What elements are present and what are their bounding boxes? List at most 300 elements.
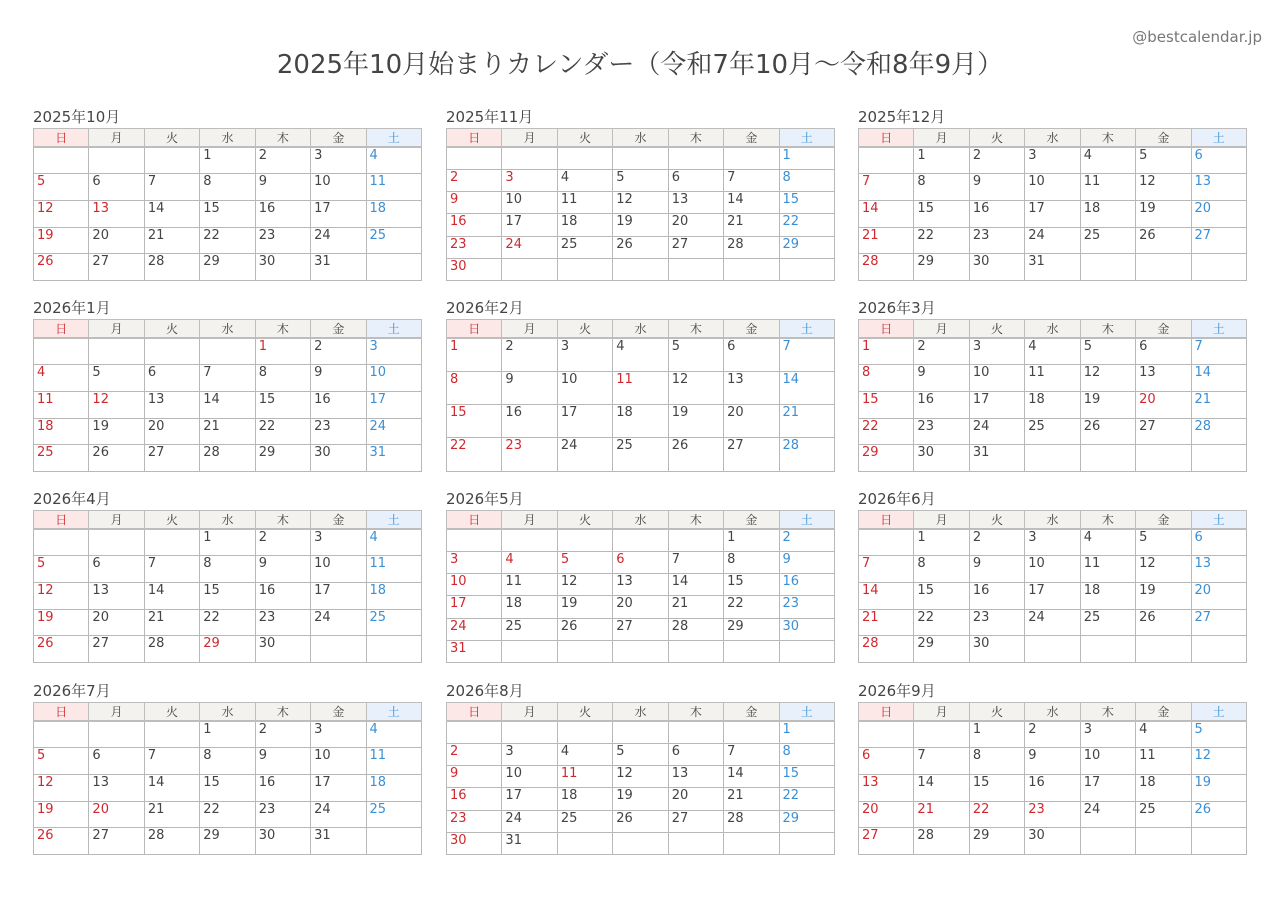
day-cell: 5 bbox=[557, 551, 612, 573]
day-cell: 22 bbox=[779, 788, 834, 810]
day-cell: 4 bbox=[1025, 338, 1080, 365]
day-cell: 6 bbox=[144, 365, 199, 392]
weekday-header: 火 bbox=[557, 129, 612, 148]
day-cell: 12 bbox=[1136, 174, 1191, 201]
day-cell: 13 bbox=[144, 391, 199, 418]
day-cell: 3 bbox=[502, 169, 557, 191]
day-cell: 31 bbox=[311, 254, 366, 281]
day-cell: 26 bbox=[668, 438, 723, 471]
day-cell: 14 bbox=[144, 582, 199, 609]
empty-cell bbox=[502, 147, 557, 169]
day-cell: 5 bbox=[613, 743, 668, 765]
day-cell: 8 bbox=[447, 371, 502, 404]
weekday-header: 金 bbox=[724, 511, 779, 530]
weekday-header: 木 bbox=[668, 703, 723, 722]
day-cell: 30 bbox=[255, 636, 310, 663]
weekday-header: 日 bbox=[447, 703, 502, 722]
day-cell: 13 bbox=[668, 192, 723, 214]
day-cell: 15 bbox=[859, 391, 914, 418]
day-cell: 21 bbox=[144, 609, 199, 636]
day-cell: 30 bbox=[779, 618, 834, 640]
weekday-header: 水 bbox=[613, 703, 668, 722]
empty-cell bbox=[613, 529, 668, 551]
weekday-header: 日 bbox=[34, 129, 89, 148]
day-cell: 12 bbox=[613, 192, 668, 214]
empty-cell bbox=[144, 338, 199, 365]
day-cell: 17 bbox=[311, 200, 366, 227]
day-cell: 22 bbox=[200, 609, 255, 636]
empty-cell bbox=[144, 721, 199, 748]
month-label: 2026年1月 bbox=[33, 299, 111, 317]
day-cell: 10 bbox=[366, 365, 421, 392]
day-cell: 2 bbox=[969, 529, 1024, 556]
weekday-header: 月 bbox=[89, 129, 144, 148]
day-cell: 15 bbox=[200, 582, 255, 609]
empty-cell bbox=[89, 529, 144, 556]
weekday-header: 金 bbox=[311, 511, 366, 530]
day-cell: 16 bbox=[447, 214, 502, 236]
day-cell: 7 bbox=[144, 556, 199, 583]
empty-cell bbox=[668, 147, 723, 169]
month-label: 2026年4月 bbox=[33, 490, 111, 508]
day-cell: 1 bbox=[779, 147, 834, 169]
day-cell: 12 bbox=[1191, 748, 1246, 775]
weekday-header: 日 bbox=[859, 320, 914, 339]
day-cell: 25 bbox=[1080, 227, 1135, 254]
weekday-header: 火 bbox=[969, 703, 1024, 722]
empty-cell bbox=[859, 721, 914, 748]
week-row bbox=[447, 371, 835, 404]
day-cell: 7 bbox=[724, 169, 779, 191]
empty-cell bbox=[724, 640, 779, 662]
day-cell: 12 bbox=[34, 200, 89, 227]
empty-cell bbox=[1136, 445, 1191, 472]
weekday-header: 土 bbox=[366, 703, 421, 722]
day-cell: 21 bbox=[779, 405, 834, 438]
day-cell: 31 bbox=[366, 445, 421, 472]
day-cell: 7 bbox=[1191, 338, 1246, 365]
day-cell: 29 bbox=[914, 636, 969, 663]
day-cell: 4 bbox=[1080, 147, 1135, 174]
month-calendar bbox=[858, 297, 1247, 472]
empty-cell bbox=[447, 529, 502, 551]
month-table bbox=[858, 128, 1247, 281]
weekday-header: 木 bbox=[255, 129, 310, 148]
week-row bbox=[34, 556, 422, 583]
day-cell: 8 bbox=[200, 174, 255, 201]
day-cell: 3 bbox=[311, 529, 366, 556]
day-cell: 17 bbox=[1025, 200, 1080, 227]
day-cell: 29 bbox=[724, 618, 779, 640]
day-cell: 20 bbox=[89, 609, 144, 636]
week-row bbox=[859, 721, 1247, 748]
weekday-header: 土 bbox=[779, 129, 834, 148]
week-row bbox=[859, 556, 1247, 583]
month-label: 2026年8月 bbox=[446, 682, 524, 700]
day-cell: 7 bbox=[144, 174, 199, 201]
empty-cell bbox=[502, 529, 557, 551]
day-cell: 13 bbox=[613, 574, 668, 596]
day-cell: 31 bbox=[1025, 254, 1080, 281]
month-label: 2026年6月 bbox=[858, 490, 936, 508]
day-cell: 29 bbox=[779, 236, 834, 258]
day-cell: 24 bbox=[557, 438, 612, 471]
weekday-header: 火 bbox=[969, 511, 1024, 530]
day-cell: 18 bbox=[34, 418, 89, 445]
weekday-header: 月 bbox=[914, 129, 969, 148]
day-cell: 30 bbox=[255, 254, 310, 281]
day-cell: 26 bbox=[34, 828, 89, 855]
day-cell: 24 bbox=[447, 618, 502, 640]
weekday-header: 水 bbox=[1025, 511, 1080, 530]
day-cell: 11 bbox=[502, 574, 557, 596]
day-cell: 8 bbox=[969, 748, 1024, 775]
day-cell: 20 bbox=[144, 418, 199, 445]
day-cell: 24 bbox=[366, 418, 421, 445]
day-cell: 1 bbox=[724, 529, 779, 551]
week-row bbox=[447, 574, 835, 596]
week-row bbox=[34, 828, 422, 855]
empty-cell bbox=[1191, 828, 1246, 855]
day-cell: 22 bbox=[969, 801, 1024, 828]
day-cell: 27 bbox=[668, 810, 723, 832]
weekday-header: 水 bbox=[613, 511, 668, 530]
day-cell: 25 bbox=[557, 236, 612, 258]
day-cell: 5 bbox=[89, 365, 144, 392]
day-cell: 29 bbox=[859, 445, 914, 472]
day-cell: 24 bbox=[1080, 801, 1135, 828]
day-cell: 1 bbox=[200, 147, 255, 174]
empty-cell bbox=[613, 832, 668, 854]
day-cell: 5 bbox=[34, 174, 89, 201]
weekday-header: 金 bbox=[1136, 129, 1191, 148]
week-row bbox=[447, 810, 835, 832]
weekday-header: 土 bbox=[366, 511, 421, 530]
day-cell: 26 bbox=[613, 810, 668, 832]
day-cell: 16 bbox=[255, 582, 310, 609]
day-cell: 21 bbox=[724, 214, 779, 236]
day-cell: 1 bbox=[200, 529, 255, 556]
day-cell: 24 bbox=[311, 801, 366, 828]
day-cell: 27 bbox=[1136, 418, 1191, 445]
day-cell: 16 bbox=[447, 788, 502, 810]
day-cell: 2 bbox=[255, 721, 310, 748]
day-cell: 27 bbox=[144, 445, 199, 472]
weekday-header: 土 bbox=[366, 129, 421, 148]
day-cell: 7 bbox=[144, 748, 199, 775]
day-cell: 9 bbox=[1025, 748, 1080, 775]
day-cell: 22 bbox=[200, 227, 255, 254]
day-cell: 15 bbox=[969, 774, 1024, 801]
day-cell: 19 bbox=[34, 609, 89, 636]
day-cell: 26 bbox=[1080, 418, 1135, 445]
day-cell: 1 bbox=[969, 721, 1024, 748]
day-cell: 28 bbox=[779, 438, 834, 471]
day-cell: 25 bbox=[502, 618, 557, 640]
day-cell: 6 bbox=[1191, 529, 1246, 556]
day-cell: 24 bbox=[969, 418, 1024, 445]
day-cell: 11 bbox=[366, 174, 421, 201]
empty-cell bbox=[502, 721, 557, 743]
day-cell: 9 bbox=[311, 365, 366, 392]
day-cell: 8 bbox=[200, 748, 255, 775]
day-cell: 3 bbox=[969, 338, 1024, 365]
week-row bbox=[859, 418, 1247, 445]
day-cell: 18 bbox=[366, 774, 421, 801]
day-cell: 17 bbox=[1025, 582, 1080, 609]
day-cell: 6 bbox=[89, 174, 144, 201]
day-cell: 16 bbox=[779, 574, 834, 596]
day-cell: 15 bbox=[914, 582, 969, 609]
empty-cell bbox=[89, 338, 144, 365]
month-calendar bbox=[33, 106, 422, 281]
day-cell: 19 bbox=[1136, 200, 1191, 227]
day-cell: 17 bbox=[502, 788, 557, 810]
day-cell: 19 bbox=[1191, 774, 1246, 801]
week-row bbox=[447, 258, 835, 280]
month-table bbox=[446, 702, 835, 855]
day-cell: 19 bbox=[34, 227, 89, 254]
weekday-header: 金 bbox=[1136, 511, 1191, 530]
day-cell: 11 bbox=[1025, 365, 1080, 392]
weekday-header: 火 bbox=[969, 129, 1024, 148]
day-cell: 13 bbox=[89, 774, 144, 801]
weekday-header: 金 bbox=[311, 703, 366, 722]
weekday-header: 日 bbox=[447, 129, 502, 148]
weekday-header: 水 bbox=[1025, 703, 1080, 722]
month-label: 2025年10月 bbox=[33, 108, 121, 126]
day-cell: 23 bbox=[255, 227, 310, 254]
week-row bbox=[447, 640, 835, 662]
day-cell: 19 bbox=[1080, 391, 1135, 418]
weekday-header: 火 bbox=[557, 703, 612, 722]
day-cell: 12 bbox=[1080, 365, 1135, 392]
day-cell: 26 bbox=[1136, 227, 1191, 254]
weekday-header: 水 bbox=[613, 320, 668, 339]
month-calendar bbox=[446, 680, 835, 855]
day-cell: 19 bbox=[613, 788, 668, 810]
month-label: 2026年2月 bbox=[446, 299, 524, 317]
day-cell: 11 bbox=[557, 766, 612, 788]
day-cell: 3 bbox=[311, 721, 366, 748]
day-cell: 14 bbox=[779, 371, 834, 404]
empty-cell bbox=[914, 721, 969, 748]
day-cell: 6 bbox=[668, 743, 723, 765]
week-row bbox=[34, 748, 422, 775]
day-cell: 29 bbox=[969, 828, 1024, 855]
month-table bbox=[446, 319, 835, 472]
day-cell: 30 bbox=[447, 832, 502, 854]
weekday-header: 日 bbox=[34, 703, 89, 722]
empty-cell bbox=[447, 721, 502, 743]
week-row bbox=[34, 227, 422, 254]
weekday-header: 月 bbox=[89, 703, 144, 722]
weekday-header: 水 bbox=[1025, 320, 1080, 339]
weekday-header: 火 bbox=[144, 703, 199, 722]
day-cell: 30 bbox=[914, 445, 969, 472]
day-cell: 25 bbox=[557, 810, 612, 832]
day-cell: 12 bbox=[89, 391, 144, 418]
day-cell: 4 bbox=[366, 721, 421, 748]
day-cell: 25 bbox=[366, 227, 421, 254]
day-cell: 30 bbox=[1025, 828, 1080, 855]
day-cell: 1 bbox=[779, 721, 834, 743]
day-cell: 6 bbox=[613, 551, 668, 573]
day-cell: 20 bbox=[1191, 200, 1246, 227]
month-label: 2026年3月 bbox=[858, 299, 936, 317]
week-row bbox=[34, 254, 422, 281]
month-table bbox=[858, 319, 1247, 472]
day-cell: 25 bbox=[1080, 609, 1135, 636]
week-row bbox=[859, 147, 1247, 174]
empty-cell bbox=[557, 640, 612, 662]
day-cell: 2 bbox=[447, 743, 502, 765]
day-cell: 28 bbox=[914, 828, 969, 855]
day-cell: 10 bbox=[1025, 556, 1080, 583]
day-cell: 21 bbox=[724, 788, 779, 810]
weekday-header: 火 bbox=[969, 320, 1024, 339]
week-row bbox=[859, 609, 1247, 636]
day-cell: 29 bbox=[914, 254, 969, 281]
day-cell: 10 bbox=[311, 174, 366, 201]
day-cell: 16 bbox=[969, 582, 1024, 609]
day-cell: 7 bbox=[859, 174, 914, 201]
day-cell: 25 bbox=[613, 438, 668, 471]
day-cell: 14 bbox=[200, 391, 255, 418]
weekday-header: 月 bbox=[502, 511, 557, 530]
day-cell: 15 bbox=[255, 391, 310, 418]
day-cell: 5 bbox=[1191, 721, 1246, 748]
day-cell: 8 bbox=[779, 169, 834, 191]
day-cell: 19 bbox=[557, 596, 612, 618]
day-cell: 21 bbox=[914, 801, 969, 828]
day-cell: 6 bbox=[859, 748, 914, 775]
empty-cell bbox=[1136, 828, 1191, 855]
day-cell: 20 bbox=[668, 214, 723, 236]
weekday-header: 火 bbox=[557, 511, 612, 530]
month-calendar bbox=[33, 488, 422, 663]
day-cell: 31 bbox=[502, 832, 557, 854]
week-row bbox=[34, 200, 422, 227]
day-cell: 2 bbox=[1025, 721, 1080, 748]
weekday-header: 月 bbox=[914, 511, 969, 530]
weekday-header: 日 bbox=[447, 320, 502, 339]
weekday-header: 木 bbox=[255, 320, 310, 339]
day-cell: 22 bbox=[447, 438, 502, 471]
day-cell: 7 bbox=[859, 556, 914, 583]
day-cell: 14 bbox=[859, 200, 914, 227]
day-cell: 9 bbox=[502, 371, 557, 404]
day-cell: 13 bbox=[89, 582, 144, 609]
day-cell: 25 bbox=[1136, 801, 1191, 828]
day-cell: 2 bbox=[311, 338, 366, 365]
day-cell: 5 bbox=[613, 169, 668, 191]
weekday-header: 水 bbox=[200, 320, 255, 339]
day-cell: 2 bbox=[502, 338, 557, 371]
month-label: 2025年12月 bbox=[858, 108, 946, 126]
weekday-header: 木 bbox=[1080, 320, 1135, 339]
month-table bbox=[33, 128, 422, 281]
day-cell: 12 bbox=[1136, 556, 1191, 583]
empty-cell bbox=[668, 640, 723, 662]
weekday-header: 金 bbox=[724, 320, 779, 339]
day-cell: 6 bbox=[724, 338, 779, 371]
day-cell: 18 bbox=[1080, 200, 1135, 227]
day-cell: 4 bbox=[557, 743, 612, 765]
week-row bbox=[859, 636, 1247, 663]
week-row bbox=[859, 338, 1247, 365]
weekday-header: 火 bbox=[144, 129, 199, 148]
day-cell: 6 bbox=[1191, 147, 1246, 174]
day-cell: 20 bbox=[668, 788, 723, 810]
day-cell: 12 bbox=[668, 371, 723, 404]
week-row bbox=[34, 582, 422, 609]
week-row bbox=[447, 147, 835, 169]
weekday-header: 水 bbox=[1025, 129, 1080, 148]
week-row bbox=[447, 169, 835, 191]
day-cell: 7 bbox=[914, 748, 969, 775]
week-row bbox=[447, 618, 835, 640]
weekday-header: 土 bbox=[779, 703, 834, 722]
empty-cell bbox=[557, 147, 612, 169]
day-cell: 30 bbox=[255, 828, 310, 855]
weekday-header: 月 bbox=[89, 511, 144, 530]
day-cell: 11 bbox=[557, 192, 612, 214]
day-cell: 20 bbox=[1136, 391, 1191, 418]
empty-cell bbox=[366, 254, 421, 281]
day-cell: 23 bbox=[779, 596, 834, 618]
day-cell: 16 bbox=[311, 391, 366, 418]
weekday-header: 月 bbox=[89, 320, 144, 339]
empty-cell bbox=[668, 721, 723, 743]
day-cell: 29 bbox=[200, 254, 255, 281]
week-row bbox=[447, 405, 835, 438]
day-cell: 23 bbox=[502, 438, 557, 471]
week-row bbox=[859, 365, 1247, 392]
day-cell: 29 bbox=[779, 810, 834, 832]
day-cell: 1 bbox=[859, 338, 914, 365]
week-row bbox=[447, 214, 835, 236]
day-cell: 8 bbox=[914, 556, 969, 583]
empty-cell bbox=[779, 258, 834, 280]
day-cell: 21 bbox=[859, 227, 914, 254]
day-cell: 21 bbox=[144, 227, 199, 254]
day-cell: 9 bbox=[447, 192, 502, 214]
weekday-header: 水 bbox=[200, 511, 255, 530]
day-cell: 4 bbox=[502, 551, 557, 573]
month-calendar bbox=[446, 488, 835, 663]
day-cell: 14 bbox=[914, 774, 969, 801]
month-calendar bbox=[446, 297, 835, 472]
day-cell: 21 bbox=[668, 596, 723, 618]
month-label: 2025年11月 bbox=[446, 108, 534, 126]
day-cell: 8 bbox=[859, 365, 914, 392]
day-cell: 23 bbox=[255, 609, 310, 636]
day-cell: 26 bbox=[34, 636, 89, 663]
day-cell: 7 bbox=[779, 338, 834, 371]
day-cell: 10 bbox=[311, 556, 366, 583]
day-cell: 14 bbox=[859, 582, 914, 609]
weekday-header: 金 bbox=[724, 703, 779, 722]
weekday-header: 木 bbox=[668, 320, 723, 339]
day-cell: 16 bbox=[502, 405, 557, 438]
day-cell: 3 bbox=[502, 743, 557, 765]
day-cell: 10 bbox=[502, 766, 557, 788]
day-cell: 24 bbox=[1025, 609, 1080, 636]
day-cell: 3 bbox=[311, 147, 366, 174]
page-title: 2025年10月始まりカレンダー（令和7年10月～令和8年9月） bbox=[276, 50, 1004, 80]
empty-cell bbox=[557, 721, 612, 743]
